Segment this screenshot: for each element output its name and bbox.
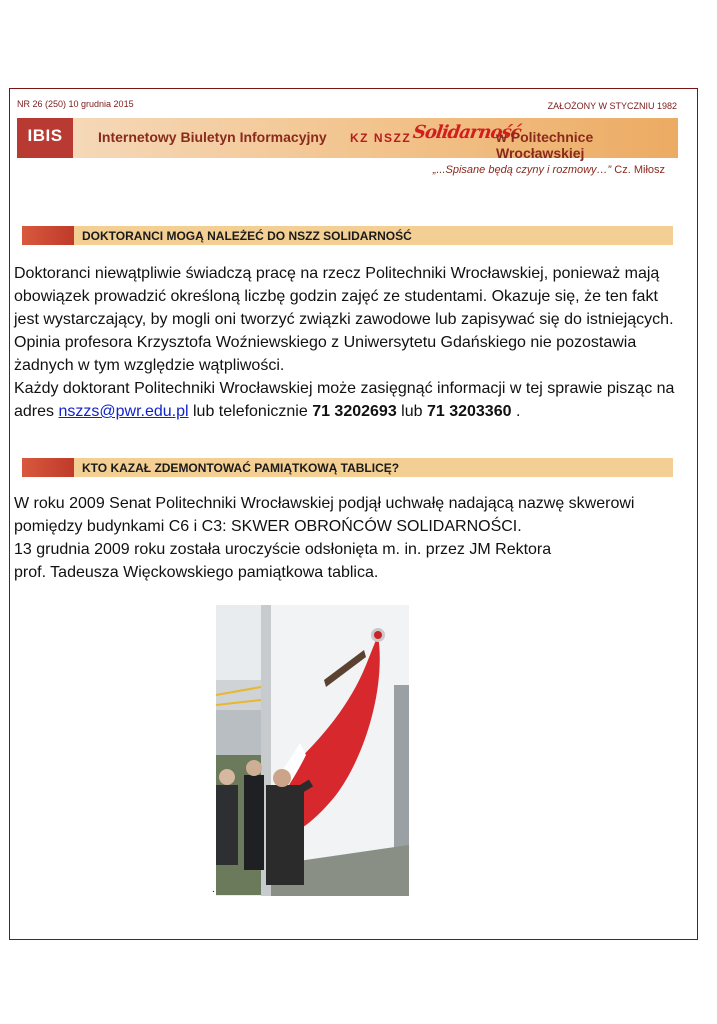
email-link[interactable]: nszzs@pwr.edu.pl	[58, 403, 189, 420]
caption-dot: .	[212, 884, 215, 895]
article-text: lub	[396, 403, 427, 420]
section-marker	[22, 226, 74, 245]
phone-number: 71 3203360	[426, 403, 512, 420]
quote-author: Cz. Miłosz	[611, 164, 665, 176]
masthead-suffix: w Politechnice Wrocławskiej	[496, 129, 594, 161]
article-text: .	[511, 403, 521, 420]
issue-number: NR 26 (250) 10 grudnia 2015	[17, 99, 134, 109]
masthead-title: Internetowy Biuletyn Informacyjny	[98, 129, 327, 145]
article-paragraph: 13 grudnia 2009 roku została uroczyście odsłonięta m. in. przez JM Rektora	[14, 541, 552, 558]
article-doktoranci	[14, 262, 680, 423]
article-text: lub telefonicznie	[188, 403, 313, 420]
section-marker	[22, 458, 74, 477]
kz-nszz-label: KZ NSZZ	[350, 131, 412, 145]
masthead-banner	[17, 118, 678, 161]
section-title: KTO KAZAŁ ZDEMONTOWAĆ PAMIĄTKOWĄ TABLICĘ?	[82, 461, 400, 475]
founded-date: ZAŁOŻONY W STYCZNIU 1982	[547, 101, 677, 111]
masthead-quote	[433, 164, 665, 176]
article-paragraph: Każdy doktorant Politechniki Wrocławskiej może zasięgnąć informacji w tej sprawie pisząc na adres	[14, 380, 675, 420]
section-header-doktoranci	[22, 226, 673, 245]
solidarnosc-logo: Solidarność	[411, 122, 523, 143]
article-tablica	[14, 492, 680, 584]
section-title: DOKTORANCI MOGĄ NALEŻEĆ DO NSZZ SOLIDARNOŚĆ	[82, 229, 412, 243]
article-paragraph: prof. Tadeusza Więckowskiego pamiątkowa tablica.	[14, 564, 379, 581]
article-paragraph: W roku 2009 Senat Politechniki Wrocławskiej podjął uchwałę nadającą nazwę skwerowi pomiędzy budynkami C6 i C3: SKWER OBROŃCÓW SOLIDARNOŚCI.	[14, 495, 635, 535]
section-header-tablica	[22, 458, 673, 477]
quote-text: „...Spisane będą czyny i rozmowy…”	[432, 164, 612, 176]
article-paragraph: Doktoranci niewątpliwie świadczą pracę na rzecz Politechniki Wrocławskiej, ponieważ mają obowiązek prowadzić określoną liczbę godzin zajęć ze studentami. Okazuje się, że ten fakt jest wystarczający, by mogli oni tworzyć związki zawodowe lub zapisywać się do istniejących. Opinia profesora Krzysztofa Woźniewskiego z Uniwersytetu Gdańskiego nie pozostawia żadnych w tym względzie wątpliwości.	[14, 265, 674, 374]
phone-number: 71 3202693	[312, 403, 397, 420]
ibis-logo: IBIS	[17, 118, 73, 158]
unveiling-photo	[216, 605, 409, 896]
